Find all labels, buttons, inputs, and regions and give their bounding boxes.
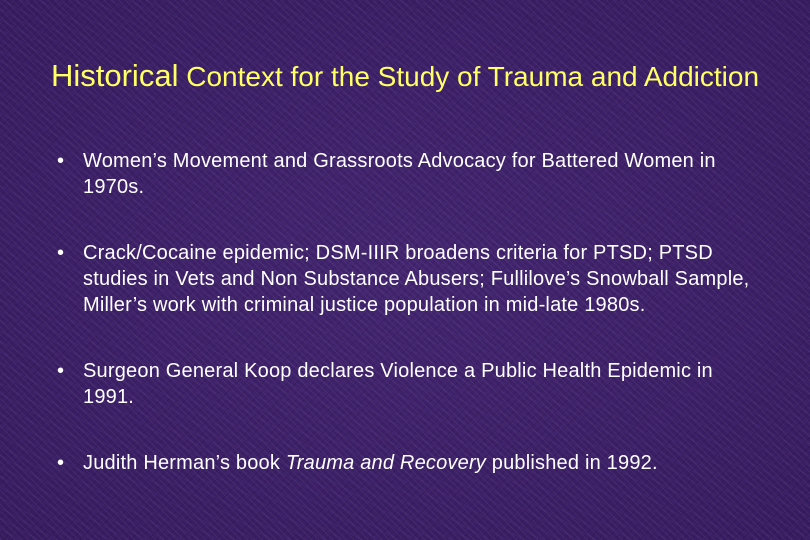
bullet-list <box>55 148 755 476</box>
bullet-text: Women’s Movement and Grassroots Advocacy for Battered Women in 1970s. <box>83 150 716 198</box>
bullet-icon: • <box>57 360 65 382</box>
bullet-text-after: published in 1992. <box>486 452 658 474</box>
bullet-item <box>55 148 755 200</box>
slide-title-first-word: Historical <box>50 58 179 93</box>
bullet-item <box>55 358 755 410</box>
bullet-item <box>55 240 755 318</box>
bullet-icon: • <box>57 452 65 474</box>
slide-title-rest: Context for the Study of Trauma and Addiction <box>178 61 760 92</box>
bullet-text: Crack/Cocaine epidemic; DSM-IIIR broadens criteria for PTSD; PTSD studies in Vets and Non Substance Abusers; Fullilove’s Snowball Sample, Miller’s work with criminal justice population in mid-late 1980s. <box>83 242 750 316</box>
bullet-text: Surgeon General Koop declares Violence a Public Health Epidemic in 1991. <box>83 360 713 408</box>
bullet-item <box>55 450 755 476</box>
bullet-icon: • <box>57 150 65 172</box>
book-title: Trauma and Recovery <box>285 452 487 474</box>
slide-title <box>40 56 770 97</box>
bullet-icon: • <box>57 242 65 264</box>
bullet-text-before: Judith Herman’s book <box>83 452 286 474</box>
